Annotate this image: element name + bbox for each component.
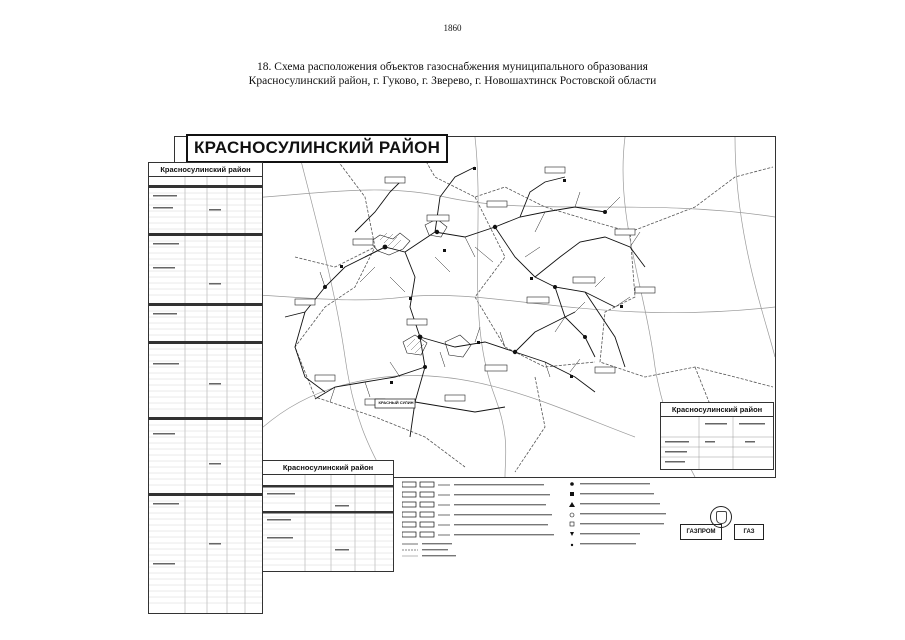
node-markers (340, 167, 623, 384)
left-table-grid (149, 163, 262, 613)
map-banner: КРАСНОСУЛИНСКИЙ РАЙОН (186, 134, 448, 163)
right-data-table (660, 402, 774, 470)
legend-right-text-marks (580, 483, 666, 544)
page-number: 1860 (443, 23, 462, 33)
gas-logo: ГАЗ (734, 524, 764, 540)
bottom-table-text-marks (267, 493, 349, 551)
gazprom-logo: ГАЗПРОМ (680, 524, 722, 540)
map-legend (402, 480, 692, 560)
left-table-text-marks (153, 195, 221, 565)
title-line-1: 18. Схема расположения объектов газоснабжения муниципального образования (257, 61, 648, 73)
right-table-grid (661, 403, 773, 469)
legend-symbols (402, 480, 692, 560)
city-label: КРАСНЫЙ СУЛИН (378, 400, 414, 405)
bottom-table-title: Красносулинский район (263, 461, 393, 475)
legend-right-symbols (569, 482, 575, 546)
bottom-table-rows (263, 491, 393, 565)
bottom-data-table (262, 460, 394, 572)
legend-boxes (402, 482, 434, 537)
right-table-title: Красносулинский район (661, 403, 773, 417)
left-table-title: Красносулинский район (149, 163, 262, 177)
bottom-table-grid (263, 461, 393, 571)
right-table-text-marks (665, 423, 765, 463)
title-line-2: Красносулинский район, г. Гуково, г. Зверево, г. Новошахтинск Ростовской области (248, 75, 657, 87)
left-data-table (148, 162, 263, 614)
document-title (0, 60, 905, 88)
location-label-boxes (295, 167, 655, 405)
seal-icon (710, 506, 732, 528)
bottom-table-dark-bands (263, 485, 393, 514)
branch-lines (320, 192, 640, 402)
